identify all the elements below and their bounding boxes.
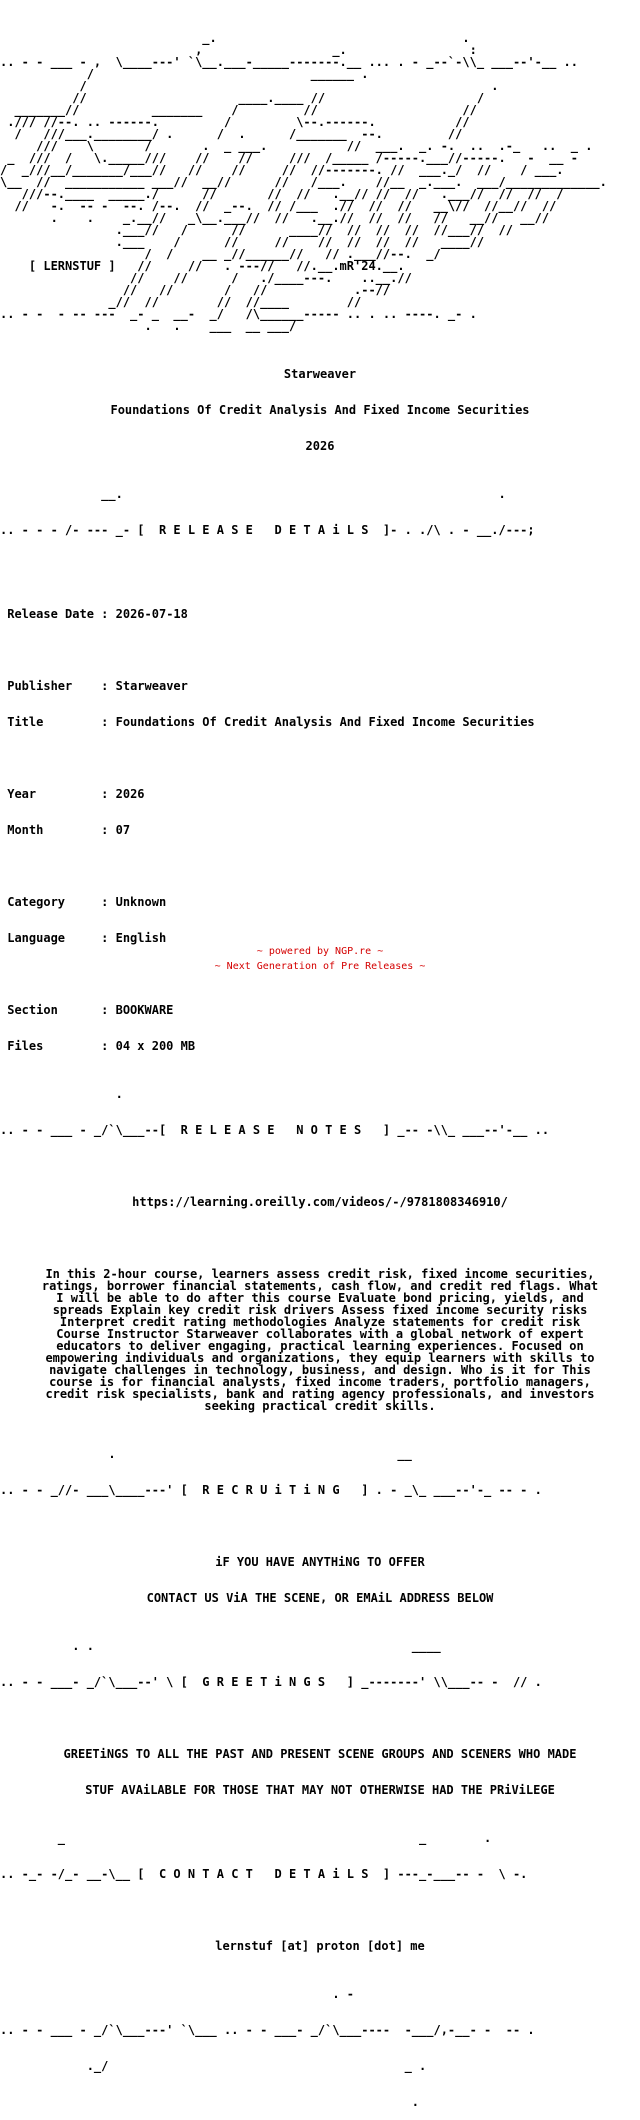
ascii-logo-line: . . ___ __ ___/: [0, 319, 297, 333]
section-header-recruiting: .. - - _//- ___\____---' [ R E C R U i T i N G ] . - _\_ ___--'-_ -- - .: [0, 1483, 542, 1497]
ascii-logo-art: [0, 32, 640, 332]
ascii-logo-line: . . _.__// _\__.___// // .__.// // // // __// __//: [0, 211, 550, 225]
closing-separator: .. - - ___ - _/`\___---' `\___ .. - - ___- _/`\___---- -___/,-__- - -- .: [0, 2023, 535, 2037]
blank-line: [0, 644, 640, 656]
ascii-logo-line: .. - - ___ - , \____---' `\__.___-_____-------.__ ... . - _--`-\\_ ___--'-__ ..: [0, 55, 578, 69]
ascii-logo-line: , _. :: [0, 43, 477, 57]
detail-value-language: English: [115, 931, 167, 945]
detail-row-title: Title : Foundations Of Credit Analysis And Fixed Income Securities: [7, 715, 535, 729]
separator-top-ornament: . . ____: [0, 1639, 441, 1653]
release-notes-line: navigate challenges in technology, business, and design. Who is it for This: [49, 1363, 591, 1377]
greetings-text-line: GREETiNGS TO ALL THE PAST AND PRESENT SCENE GROUPS AND SCENERS WHO MADE: [63, 1747, 577, 1761]
footer-powered-by[interactable]: ~ powered by NGP.re ~: [256, 946, 384, 957]
detail-label: Publisher: [7, 679, 73, 693]
detail-row-year: Year : 2026: [7, 787, 145, 801]
release-title: Foundations Of Credit Analysis And Fixed Income Securities: [110, 403, 530, 417]
blank-line: [0, 560, 640, 572]
ascii-logo-line: .___// / // ____// // // // //___// //: [0, 223, 513, 237]
ascii-logo-line: // ____.____ // /: [0, 91, 485, 105]
detail-value-files: 04 x 200 MB: [115, 1039, 196, 1053]
release-notes-line: educators to deliver engaging, practical learning experiences. Focused on: [56, 1339, 584, 1353]
detail-label: Month: [7, 823, 44, 837]
nfo-document: [0, 8, 640, 2120]
section-header-contact: .. -_- -/_- __-\__ [ C O N T A C T D E T A i L S ] ---_-___-- - \ -.: [0, 1867, 528, 1881]
detail-label: Title: [7, 715, 44, 729]
separator-top-ornament: . __: [0, 1447, 412, 1461]
detail-value-title: Foundations Of Credit Analysis And Fixed Income Securities: [115, 715, 535, 729]
release-notes-line: In this 2-hour course, learners assess credit risk, fixed income securities,: [45, 1267, 595, 1281]
ascii-logo-line: _. .: [0, 31, 470, 45]
blank-line: [0, 1232, 640, 1244]
recruiting-text-line: iF YOU HAVE ANYTHiNG TO OFFER: [215, 1555, 425, 1569]
detail-row-category: Category : Unknown: [7, 895, 167, 909]
ascii-logo-line: _// // // //____ //: [0, 295, 362, 309]
ascii-logo-line: ///--.____ _____./ // // // .__// // // .___// // // /: [0, 187, 564, 201]
ascii-logo-line: / / __ _//______// // .___//--. _/: [0, 247, 441, 261]
separator-top-ornament: . -: [0, 1987, 355, 2001]
release-url-link[interactable]: https://learning.oreilly.com/videos/-/9781808346910/: [132, 1195, 508, 1209]
ascii-logo-line: /// \ / . _ ___. // ___. _. -. .. .-_ .. _ .: [0, 139, 593, 153]
release-notes-line: I will be able to do after this course Evaluate bond pricing, yields, and: [56, 1291, 584, 1305]
release-notes-line: ratings, borrower financial statements, cash flow, and credit red flags. What: [41, 1279, 599, 1293]
ascii-logo-line: _______// _______ / // //: [0, 103, 477, 117]
detail-label: Section: [7, 1003, 58, 1017]
detail-value-release-date: 2026-07-18: [115, 607, 188, 621]
ascii-logo-line: / ///___.________/ . / . /_______ --. //: [0, 127, 463, 141]
greetings-text-line: STUF AVAiLABLE FOR THOSE THAT MAY NOT OTHERWISE HAD THE PRiViLEGE: [85, 1783, 555, 1797]
release-notes-line: Interpret credit rating methodologies Analyze statements for credit risk: [59, 1315, 581, 1329]
blank-line: [0, 752, 640, 764]
detail-value-publisher: Starweaver: [115, 679, 188, 693]
detail-row-language: Language : English: [7, 931, 167, 945]
blank-line: [0, 1520, 640, 1532]
release-notes-line: spreads Explain key credit risk drivers Assess fixed income security risks: [52, 1303, 588, 1317]
detail-row-files: Files : 04 x 200 MB: [7, 1039, 196, 1053]
release-notes-line: credit risk specialists, bank and rating agency professionals, and investors: [45, 1387, 595, 1401]
release-notes-line: seeking practical credit skills.: [204, 1399, 436, 1413]
detail-label: Release Date: [7, 607, 94, 621]
blank-line: [0, 860, 640, 872]
blank-line: [0, 1904, 640, 1916]
ascii-logo-line: / ______ .: [0, 67, 369, 81]
ascii-logo-line: // // / // .--//: [0, 283, 391, 297]
ascii-logo-line: / _///__/_______/___// // // // //-------. // ___._/ // / ___.: [0, 163, 564, 177]
blank-line: [0, 1160, 640, 1172]
release-year: 2026: [305, 439, 335, 453]
release-notes-line: Course Instructor Starweaver collaborates with a global network of expert: [56, 1327, 584, 1341]
ascii-logo-line: // -. -- - --. /--. // _--. // /___ .// // // __\// //__// //: [0, 199, 557, 213]
detail-value-section: BOOKWARE: [115, 1003, 174, 1017]
detail-value-year: 2026: [115, 787, 145, 801]
detail-label: Category: [7, 895, 66, 909]
separator-bottom-ornament: .: [0, 2095, 420, 2109]
section-header-release-details: .. - - - /- --- _- [ R E L E A S E D E T A i L S ]- . ./\ . - __./---;: [0, 523, 535, 537]
ascii-logo-line: // // / ./____---. ..__.//: [0, 271, 412, 285]
section-header-release-notes: .. - - ___ - _/`\___--[ R E L E A S E N O T E S ] _-- -\\_ ___--'-__ ..: [0, 1123, 550, 1137]
release-notes-body: [0, 1268, 640, 1412]
detail-value-category: Unknown: [115, 895, 167, 909]
release-notes-line: course is for financial analysts, fixed income traders, portfolio managers,: [49, 1375, 591, 1389]
recruiting-text-line: CONTACT US ViA THE SCENE, OR EMAiL ADDRESS BELOW: [146, 1591, 494, 1605]
detail-label: Year: [7, 787, 37, 801]
section-header-greetings: .. - - ___- _/`\___--' \ [ G R E E T i N G S ] _-------' \\___-- - // .: [0, 1675, 542, 1689]
detail-row-month: Month : 07: [7, 823, 131, 837]
detail-row-publisher: Publisher : Starweaver: [7, 679, 188, 693]
blank-line: [0, 1712, 640, 1724]
separator-top-ornament: .: [0, 1087, 123, 1101]
release-notes-line: empowering individuals and organizations, they equip learners with skills to: [45, 1351, 595, 1365]
detail-label: Files: [7, 1039, 44, 1053]
detail-label: Language: [7, 931, 66, 945]
detail-value-month: 07: [115, 823, 131, 837]
separator-bottom-ornament: ._/ _ .: [0, 2059, 427, 2073]
footer-tagline: ~ Next Generation of Pre Releases ~: [214, 961, 426, 972]
detail-row-release-date: Release Date : 2026-07-18: [7, 607, 188, 621]
separator-top-ornament: __. .: [0, 487, 506, 501]
ascii-logo-line: .. - - - -- --- _- _ __- _/ /\______----- .. . .. ----. _- .: [0, 307, 477, 321]
ascii-logo-line: \__ // ___________ ___// __// // /___. //__ _.___. ___/_____________.: [0, 175, 607, 189]
separator-top-ornament: _ _ .: [0, 1831, 492, 1845]
group-name: Starweaver: [283, 367, 357, 381]
contact-email: lernstuf [at] proton [dot] me: [215, 1939, 425, 1953]
ascii-logo-line: ./// //--. .. ------. / \--.------. //: [0, 115, 470, 129]
ascii-logo-line: [ LERNSTUF ] // // . ---// //.__.mR'24.__.: [0, 259, 405, 273]
ascii-logo-line: .___ / // // // // // // ____//: [0, 235, 485, 249]
detail-row-section: Section : BOOKWARE: [7, 1003, 174, 1017]
ascii-logo-line: / .: [0, 79, 499, 93]
ascii-logo-line: _ /// / \._____/// // // /// /_____ /-----.___//-----. - __ -: [0, 151, 578, 165]
